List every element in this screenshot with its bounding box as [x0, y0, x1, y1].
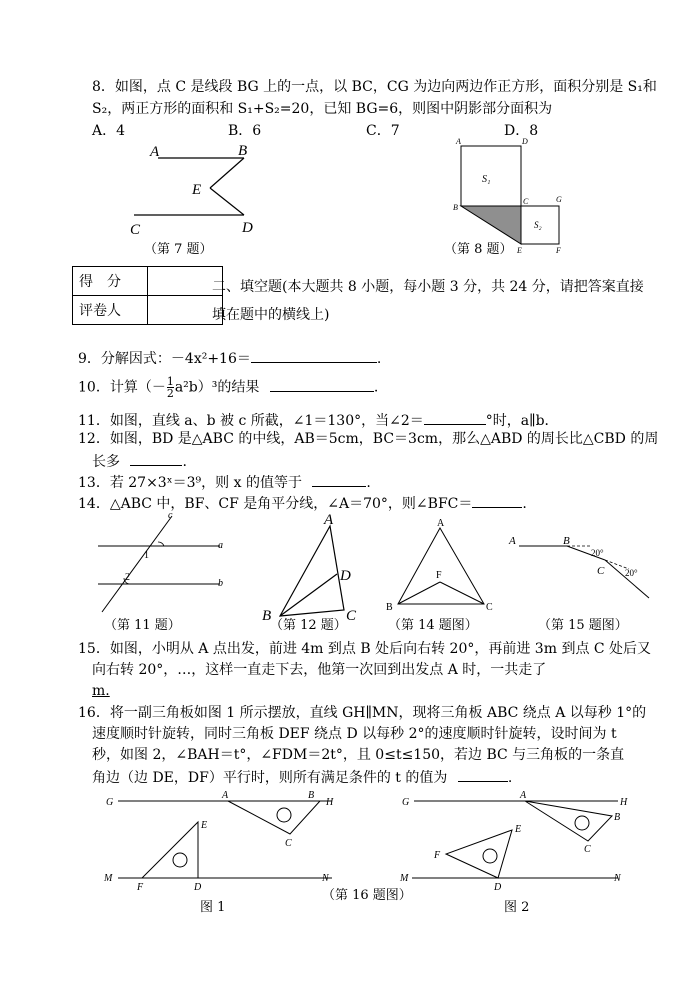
fig16-2-label-a: A — [520, 790, 527, 801]
q10-middle: a²b）³的结果 — [174, 379, 260, 396]
fig16-1-label-e: E — [201, 820, 208, 831]
fig16-2-label-g: G — [402, 797, 410, 808]
fig8-label-c: C — [523, 197, 529, 206]
fig7-label-e: E — [192, 182, 202, 198]
figure-16-fig1: 图 1 — [200, 900, 226, 915]
score-label: 得 分 — [73, 267, 148, 296]
fig7-label-b: B — [238, 143, 248, 159]
q8-option-d[interactable]: D．8 — [504, 123, 539, 139]
q16-line4 — [92, 767, 512, 787]
fig11-label-c: c — [168, 510, 173, 521]
figure-14-caption: （第 14 题图） — [388, 618, 478, 633]
fig16-1-label-b: B — [308, 790, 315, 801]
figure-11-caption: （第 11 题） — [104, 618, 181, 633]
fig12-label-a: A — [324, 512, 334, 528]
fig7-label-d: D — [242, 220, 253, 236]
section2-heading-line1: 二、填空题(本大题共 8 小题，每小题 3 分，共 24 分，请把答案直接 — [212, 279, 644, 295]
q14 — [78, 493, 527, 513]
q13 — [78, 472, 371, 492]
q9-answer-blank[interactable] — [251, 348, 377, 363]
q12-end: . — [182, 454, 187, 470]
q13-answer-blank[interactable] — [312, 472, 366, 487]
q10 — [78, 376, 378, 399]
fig12-label-b: B — [262, 608, 272, 624]
q11-end: °时，a∥b． — [485, 413, 559, 429]
fig8-label-b: B — [453, 203, 458, 212]
q14-text: 14．△ABC 中，BF、CF 是角平分线，∠A＝70°，则∠BFC＝ — [78, 496, 473, 512]
fig16-1-label-f: F — [137, 882, 144, 893]
q15-line3: m. — [92, 683, 110, 699]
fig16-2-label-f: F — [434, 850, 441, 861]
fig16-2-label-h: H — [620, 797, 628, 808]
fig14-label-c: C — [486, 602, 493, 613]
section2-heading-line2: 填在题中的横线上) — [212, 307, 330, 323]
q11-text: 11．如图，直线 a、b 被 c 所截，∠1＝130°，当∠2＝ — [78, 413, 424, 429]
fig16-2-label-d: D — [494, 882, 502, 893]
fig11-label-1: 1 — [144, 550, 149, 561]
fig16-2-label-n: N — [614, 873, 621, 884]
fig14-label-a: A — [437, 518, 445, 529]
figure-15-caption: （第 15 题图） — [538, 618, 628, 633]
q12-line2 — [92, 451, 187, 471]
figure-8-caption: （第 8 题） — [444, 242, 513, 257]
fig16-2-label-b: B — [614, 812, 621, 823]
q13-text: 13．若 27×3ˣ＝3⁹，则 x 的值等于 — [78, 475, 302, 491]
fig11-label-2: 2 — [125, 572, 130, 583]
figure-7 — [120, 138, 270, 238]
q8-option-a[interactable]: A．4 — [92, 123, 126, 139]
q15-line2: 向右转 20°，…，这样一直走下去，他第一次回到出发点 A 时，一共走了 — [92, 662, 547, 678]
q16-line2: 速度顺时针旋转，同时三角板 DEF 绕点 D 以每秒 2°的速度顺时针旋转，设时间为 t — [92, 726, 617, 742]
fig16-1-label-m: M — [104, 873, 113, 884]
fig8-label-s2: S₂ — [534, 220, 542, 230]
q14-end: . — [522, 496, 527, 512]
fig14-label-b: B — [386, 602, 393, 613]
q16-answer-blank[interactable] — [458, 767, 508, 782]
q15-line1: 15．如图，小明从 A 点出发，前进 4m 到点 B 处后向右转 20°，再前进 3m 到点 C 处后又 — [78, 641, 652, 657]
fig16-2-label-m: M — [400, 873, 409, 884]
q16-end: . — [507, 770, 513, 786]
fig8-label-a: A — [456, 137, 461, 146]
fig14-label-f: F — [436, 570, 442, 581]
fig12-label-c: C — [346, 608, 357, 624]
q13-end: . — [366, 475, 371, 491]
fig15-label-b: B — [563, 535, 570, 547]
q8-line1: 8．如图，点 C 是线段 BG 上的一点，以 BC，CG 为边向两边作正方形，面积分别是 S₁和 — [92, 79, 657, 95]
fig8-label-d: D — [522, 137, 528, 146]
grader-label: 评卷人 — [73, 296, 148, 325]
q14-answer-blank[interactable] — [472, 493, 522, 508]
figure-14 — [380, 518, 500, 618]
q9-end: . — [376, 351, 382, 367]
q10-fraction-den: 2 — [166, 387, 174, 400]
q8-option-b[interactable]: B．6 — [228, 123, 262, 139]
fig11-label-b: b — [218, 578, 223, 589]
figure-11 — [92, 512, 232, 612]
q8-line2: S₂，两正方形的面积和 S₁+S₂=20，已知 BG=6，则图中阴影部分面积为 — [92, 101, 553, 117]
fig15-angle-2: 20° — [625, 568, 638, 578]
q12-line1: 12．如图，BD 是△ABC 的中线，AB＝5cm，BC＝3cm，那么△ABD 的周长比△CBD 的周 — [78, 431, 659, 447]
fig7-label-a: A — [150, 144, 160, 160]
q10-end: . — [373, 379, 379, 396]
q10-prefix: 10．计算（－ — [78, 379, 166, 396]
q10-answer-blank[interactable] — [270, 377, 374, 392]
fig15-angle-1: 20° — [591, 548, 604, 558]
figure-15 — [505, 534, 655, 604]
fig11-label-a: a — [218, 540, 223, 551]
fig8-label-s1: S₁ — [482, 174, 491, 185]
fig16-1-label-h: H — [326, 797, 334, 808]
q11-answer-blank[interactable] — [424, 410, 486, 425]
figure-7-caption: （第 7 题） — [144, 242, 213, 257]
q10-fraction-num: 1 — [166, 375, 174, 388]
q16-line4-text: 角边（边 DE，DF）平行时，则所有满足条件的 t 的值为 — [92, 770, 448, 786]
fig8-label-f: F — [556, 246, 561, 255]
q8-option-c[interactable]: C．7 — [366, 123, 400, 139]
figure-16-caption: （第 16 题图） — [322, 888, 412, 903]
figure-12-caption: （第 12 题） — [270, 618, 347, 633]
fig7-label-c: C — [130, 222, 141, 238]
q16-line3: 秒，如图 2，∠BAH＝t°，∠FDM＝2t°，且 0≤t≤150，若边 BC 与三角板的一条直 — [92, 747, 625, 763]
q12-answer-blank[interactable] — [130, 451, 182, 466]
q11 — [78, 410, 559, 430]
fig16-1-label-d: D — [194, 882, 202, 893]
fig12-label-d: D — [340, 568, 351, 584]
fig15-label-a: A — [509, 535, 516, 547]
fig16-2-label-c: C — [584, 844, 591, 855]
fig16-1-label-c: C — [285, 838, 292, 849]
fig8-label-g: G — [556, 195, 562, 204]
fig16-1-label-n: N — [322, 873, 329, 884]
fig16-1-label-a: A — [222, 790, 229, 801]
figure-16-fig2: 图 2 — [504, 900, 530, 915]
q16-line1: 16．将一副三角板如图 1 所示摆放，直线 GH∥MN，现将三角板 ABC 绕点 A 以每秒 1°的 — [78, 705, 647, 721]
q9 — [78, 348, 381, 368]
figure-12 — [258, 514, 368, 624]
score-table — [72, 266, 223, 325]
fig16-1-label-g: G — [106, 797, 114, 808]
fig8-label-e: E — [517, 246, 522, 255]
fig15-label-c: C — [597, 565, 605, 577]
q9-text: 9．分解因式：－4x²+16＝ — [78, 351, 251, 367]
fig16-2-label-e: E — [515, 824, 522, 835]
q12-line2-text: 长多 — [92, 454, 120, 470]
